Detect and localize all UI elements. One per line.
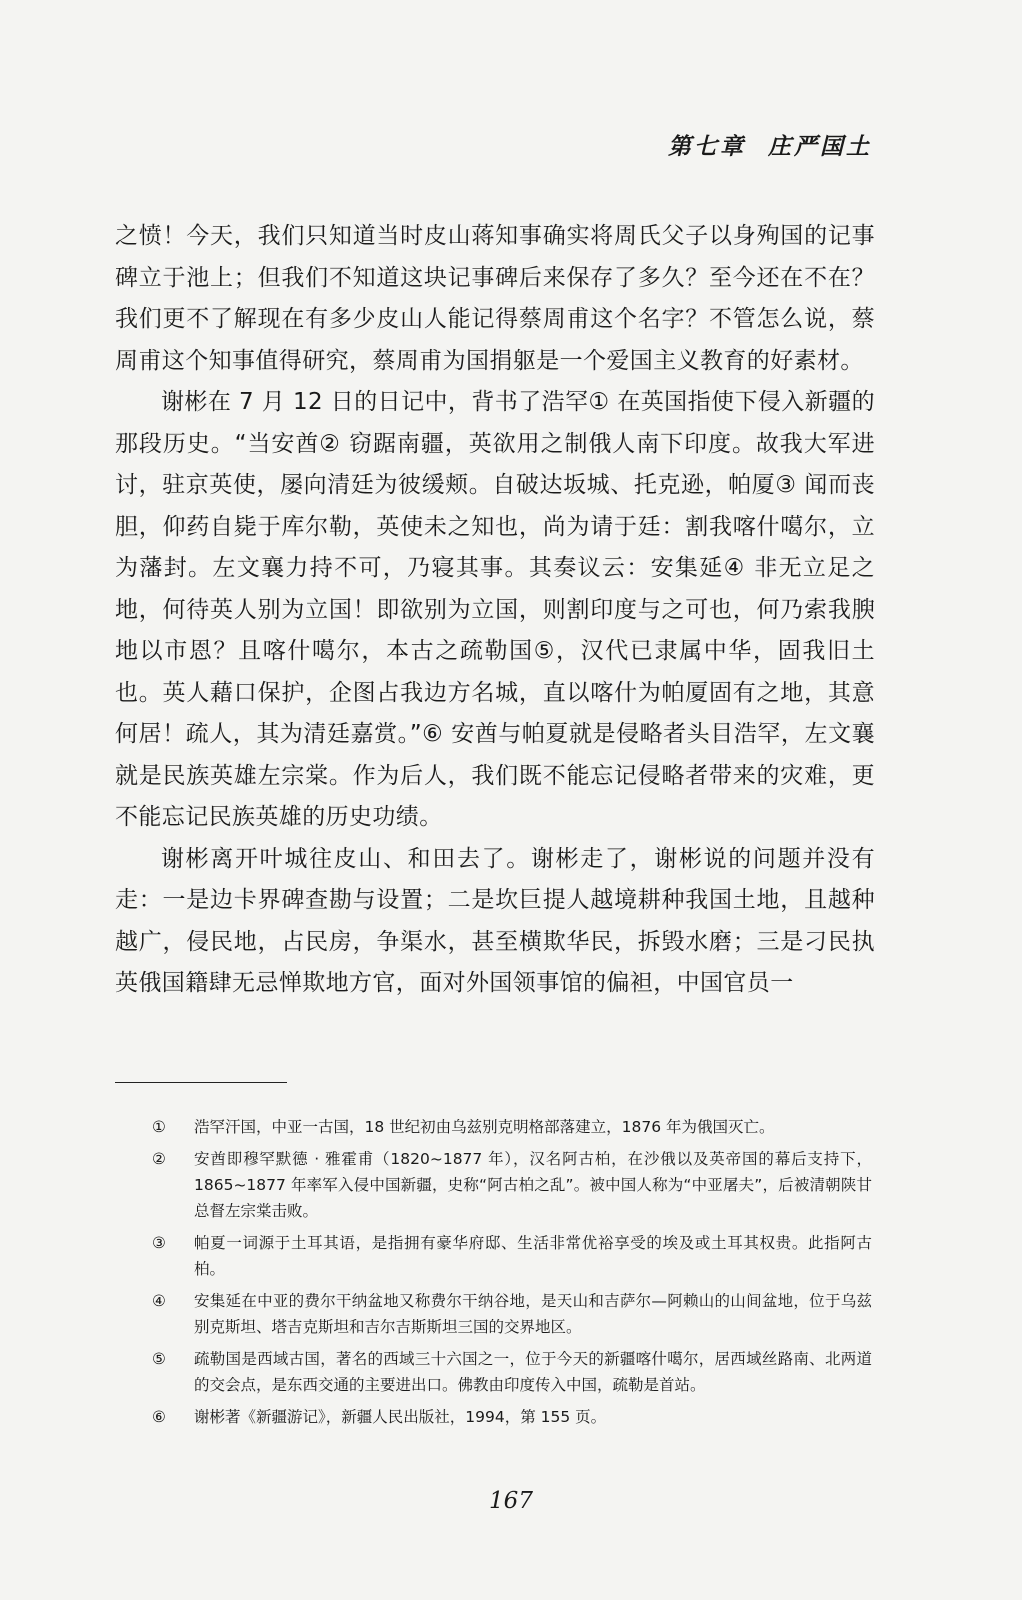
- main-text: [115, 216, 875, 1005]
- footnote-text: 疏勒国是西域古国，著名的西域三十六国之一，位于今天的新疆喀什噶尔，居西域丝路南、北两道的交会点，是东西交通的主要进出口。佛教由印度传入中国，疏勒是首站。: [194, 1350, 872, 1394]
- footnote-text: 帕夏一词源于土耳其语，是指拥有豪华府邸、生活非常优裕享受的埃及或土耳其权贵。此指阿古柏。: [194, 1234, 872, 1278]
- footnote-text: 谢彬著《新疆游记》，新疆人民出版社，1994，第 155 页。: [194, 1408, 607, 1426]
- footnote-marker: ④: [152, 1292, 166, 1310]
- footnote-marker: ①: [152, 1118, 166, 1136]
- paragraph: 谢彬在 7 月 12 日的日记中，背书了浩罕① 在英国指使下侵入新疆的那段历史。“当安酋② 窃踞南疆，英欲用之制俄人南下印度。故我大军进讨，驻京英使，屡向清廷为彼缓颊。自破达坂城、托克逊，帕厦③ 闻而丧胆，仰药自毙于库尔勒，英使未之知也，尚为请于廷：割我喀什噶尔，立为藩封。左文襄力持不可，乃寝其事。其奏议云：安集延④ 非无立足之地，何待英人别为立国！即欲别为立国，则割印度与之可也，何乃索我腴地以市恩？且喀什噶尔，本古之疏勒国⑤，汉代已隶属中华，固我旧土也。英人藉口保护，企图占我边方名城，直以喀什为帕厦固有之地，其意何居！疏人，其为清廷嘉赏。”⑥ 安酋与帕夏就是侵略者头目浩罕，左文襄就是民族英雄左宗棠。作为后人，我们既不能忘记侵略者带来的灾难，更不能忘记民族英雄的历史功绩。: [115, 389, 875, 830]
- footnote: [152, 1404, 872, 1430]
- footnote-text: 安集延在中亚的费尔干纳盆地又称费尔干纳谷地，是天山和吉萨尔—阿赖山的山间盆地，位于乌兹别克斯坦、塔吉克斯坦和吉尔吉斯斯坦三国的交界地区。: [194, 1292, 872, 1336]
- footnote: [152, 1346, 872, 1398]
- chapter-title: 庄严国土: [768, 133, 872, 160]
- chapter-number: 第七章: [668, 133, 746, 160]
- footnote-text: 安酋即穆罕默德 · 雅霍甫（1820~1877 年），汉名阿古柏，在沙俄以及英帝国的幕后支持下，1865~1877 年率军入侵中国新疆，史称“阿古柏之乱”。被中国人称为“中亚屠夫”，后被清朝陕甘总督左宗棠击败。: [194, 1150, 872, 1220]
- footnote-marker: ⑤: [152, 1350, 166, 1368]
- footnote-marker: ⑥: [152, 1408, 166, 1426]
- footnotes: [152, 1114, 872, 1436]
- paragraph: 谢彬离开叶城往皮山、和田去了。谢彬走了，谢彬说的问题并没有走：一是边卡界碑查勘与设置；二是坎巨提人越境耕种我国土地，且越种越广，侵民地，占民房，争渠水，甚至横欺华民，拆毁水磨；三是刁民执英俄国籍肆无忌惮欺地方官，面对外国领事馆的偏袒，中国官员一: [115, 845, 875, 996]
- footnote: [152, 1146, 872, 1224]
- footnote: [152, 1114, 872, 1140]
- footnote: [152, 1288, 872, 1340]
- page-number: 167: [489, 1488, 533, 1514]
- footnote-marker: ③: [152, 1234, 166, 1252]
- footnote-divider: [115, 1082, 287, 1083]
- running-header: [668, 128, 872, 161]
- footnote: [152, 1230, 872, 1282]
- footnote-marker: ②: [152, 1150, 166, 1168]
- footnote-text: 浩罕汗国，中亚一古国，18 世纪初由乌兹别克明格部落建立，1876 年为俄国灭亡。: [194, 1118, 775, 1136]
- paragraph: 之愤！今天，我们只知道当时皮山蒋知事确实将周氏父子以身殉国的记事碑立于池上；但我们不知道这块记事碑后来保存了多久？至今还在不在？我们更不了解现在有多少皮山人能记得蔡周甫这个名字？不管怎么说，蔡周甫这个知事值得研究，蔡周甫为国捐躯是一个爱国主义教育的好素材。: [115, 223, 875, 374]
